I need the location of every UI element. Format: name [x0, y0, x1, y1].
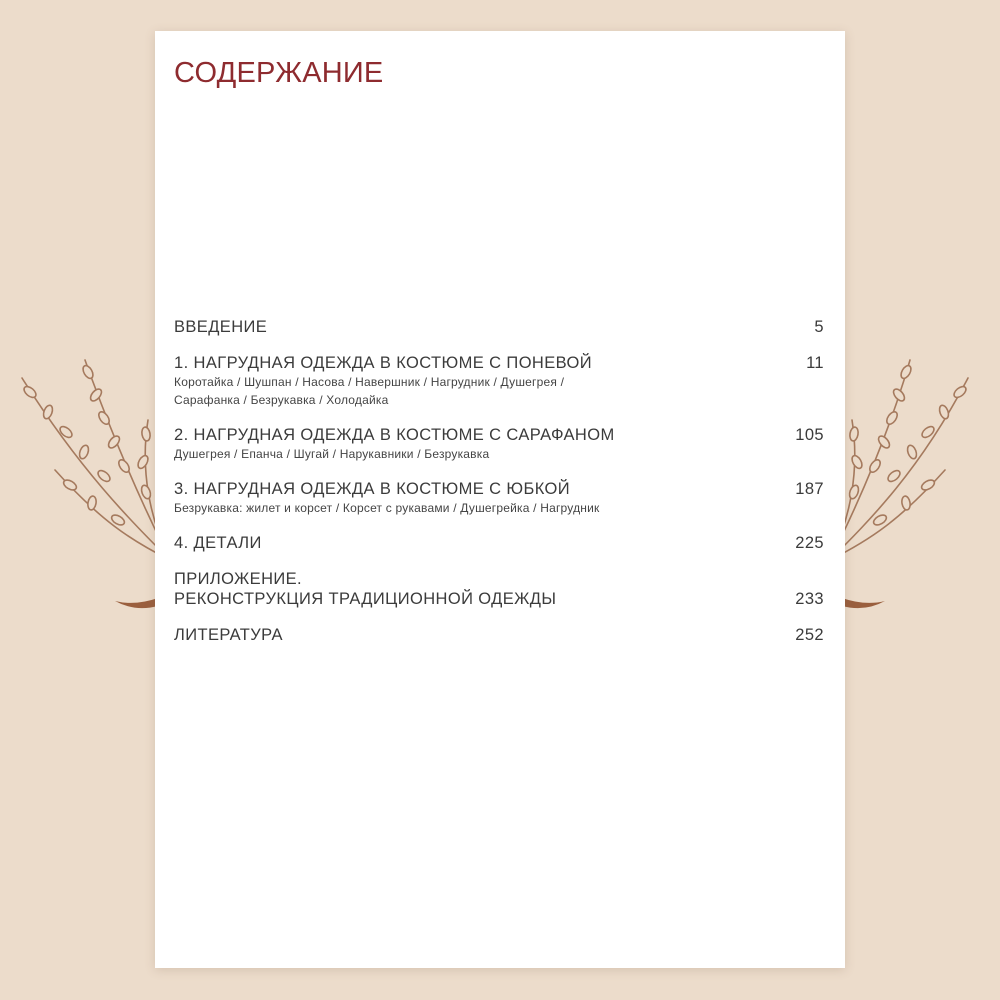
toc-entry-chapter-3[interactable]: [174, 479, 824, 517]
toc-entry-heading: 2. НАГРУДНАЯ ОДЕЖДА В КОСТЮМЕ С САРАФАНОМ: [174, 426, 615, 444]
table-of-contents: [174, 317, 824, 645]
toc-entry-chapter-4[interactable]: [174, 533, 824, 553]
toc-entry-literature[interactable]: [174, 625, 824, 645]
toc-page-number: 187: [795, 480, 824, 498]
toc-entry-chapter-1[interactable]: [174, 353, 824, 409]
toc-entry-appendix[interactable]: [174, 569, 824, 609]
contents-page: [155, 31, 845, 968]
toc-page-number: 105: [795, 426, 824, 444]
toc-page-number: 5: [814, 318, 824, 336]
toc-entry-heading-line-2: РЕКОНСТРУКЦИЯ ТРАДИЦИОННОЙ ОДЕЖДЫ: [174, 590, 557, 608]
toc-entry-subtopics: Коротайка / Шушпан / Насова / Навершник / Нагрудник / Душегрея /: [174, 375, 565, 389]
toc-entry-subtopics: Душегрея / Епанча / Шугай / Нарукавники / Безрукавка: [174, 447, 490, 461]
left-willow-branches-icon: [22, 360, 170, 560]
toc-entry-heading: [174, 569, 754, 609]
toc-entry-subtopics: Безрукавка: жилет и корсет / Корсет с рукавами / Душегрейка / Нагрудник: [174, 501, 600, 515]
toc-entry-heading-line-1: ПРИЛОЖЕНИЕ.: [174, 570, 303, 588]
toc-entry-heading: 3. НАГРУДНАЯ ОДЕЖДА В КОСТЮМЕ С ЮБКОЙ: [174, 480, 571, 498]
toc-page-number: 233: [795, 590, 824, 608]
toc-entry-heading: 1. НАГРУДНАЯ ОДЕЖДА В КОСТЮМЕ С ПОНЕВОЙ: [174, 354, 592, 372]
toc-entry-heading: ВВЕДЕНИЕ: [174, 318, 268, 336]
toc-page-number: 11: [806, 354, 824, 372]
toc-entry-introduction[interactable]: [174, 317, 824, 337]
toc-page-number: 252: [795, 626, 824, 644]
toc-entry-heading: ЛИТЕРАТУРА: [174, 626, 283, 644]
toc-entry-heading: 4. ДЕТАЛИ: [174, 534, 262, 552]
left-bowl-icon: [115, 598, 158, 608]
toc-entry-subtopics: Сарафанка / Безрукавка / Холодайка: [174, 393, 389, 407]
page-title: СОДЕРЖАНИЕ: [174, 57, 384, 89]
toc-page-number: 225: [795, 534, 824, 552]
right-bowl-icon: [842, 598, 885, 608]
toc-entry-chapter-2[interactable]: [174, 425, 824, 463]
right-willow-branches-icon: [830, 360, 968, 560]
